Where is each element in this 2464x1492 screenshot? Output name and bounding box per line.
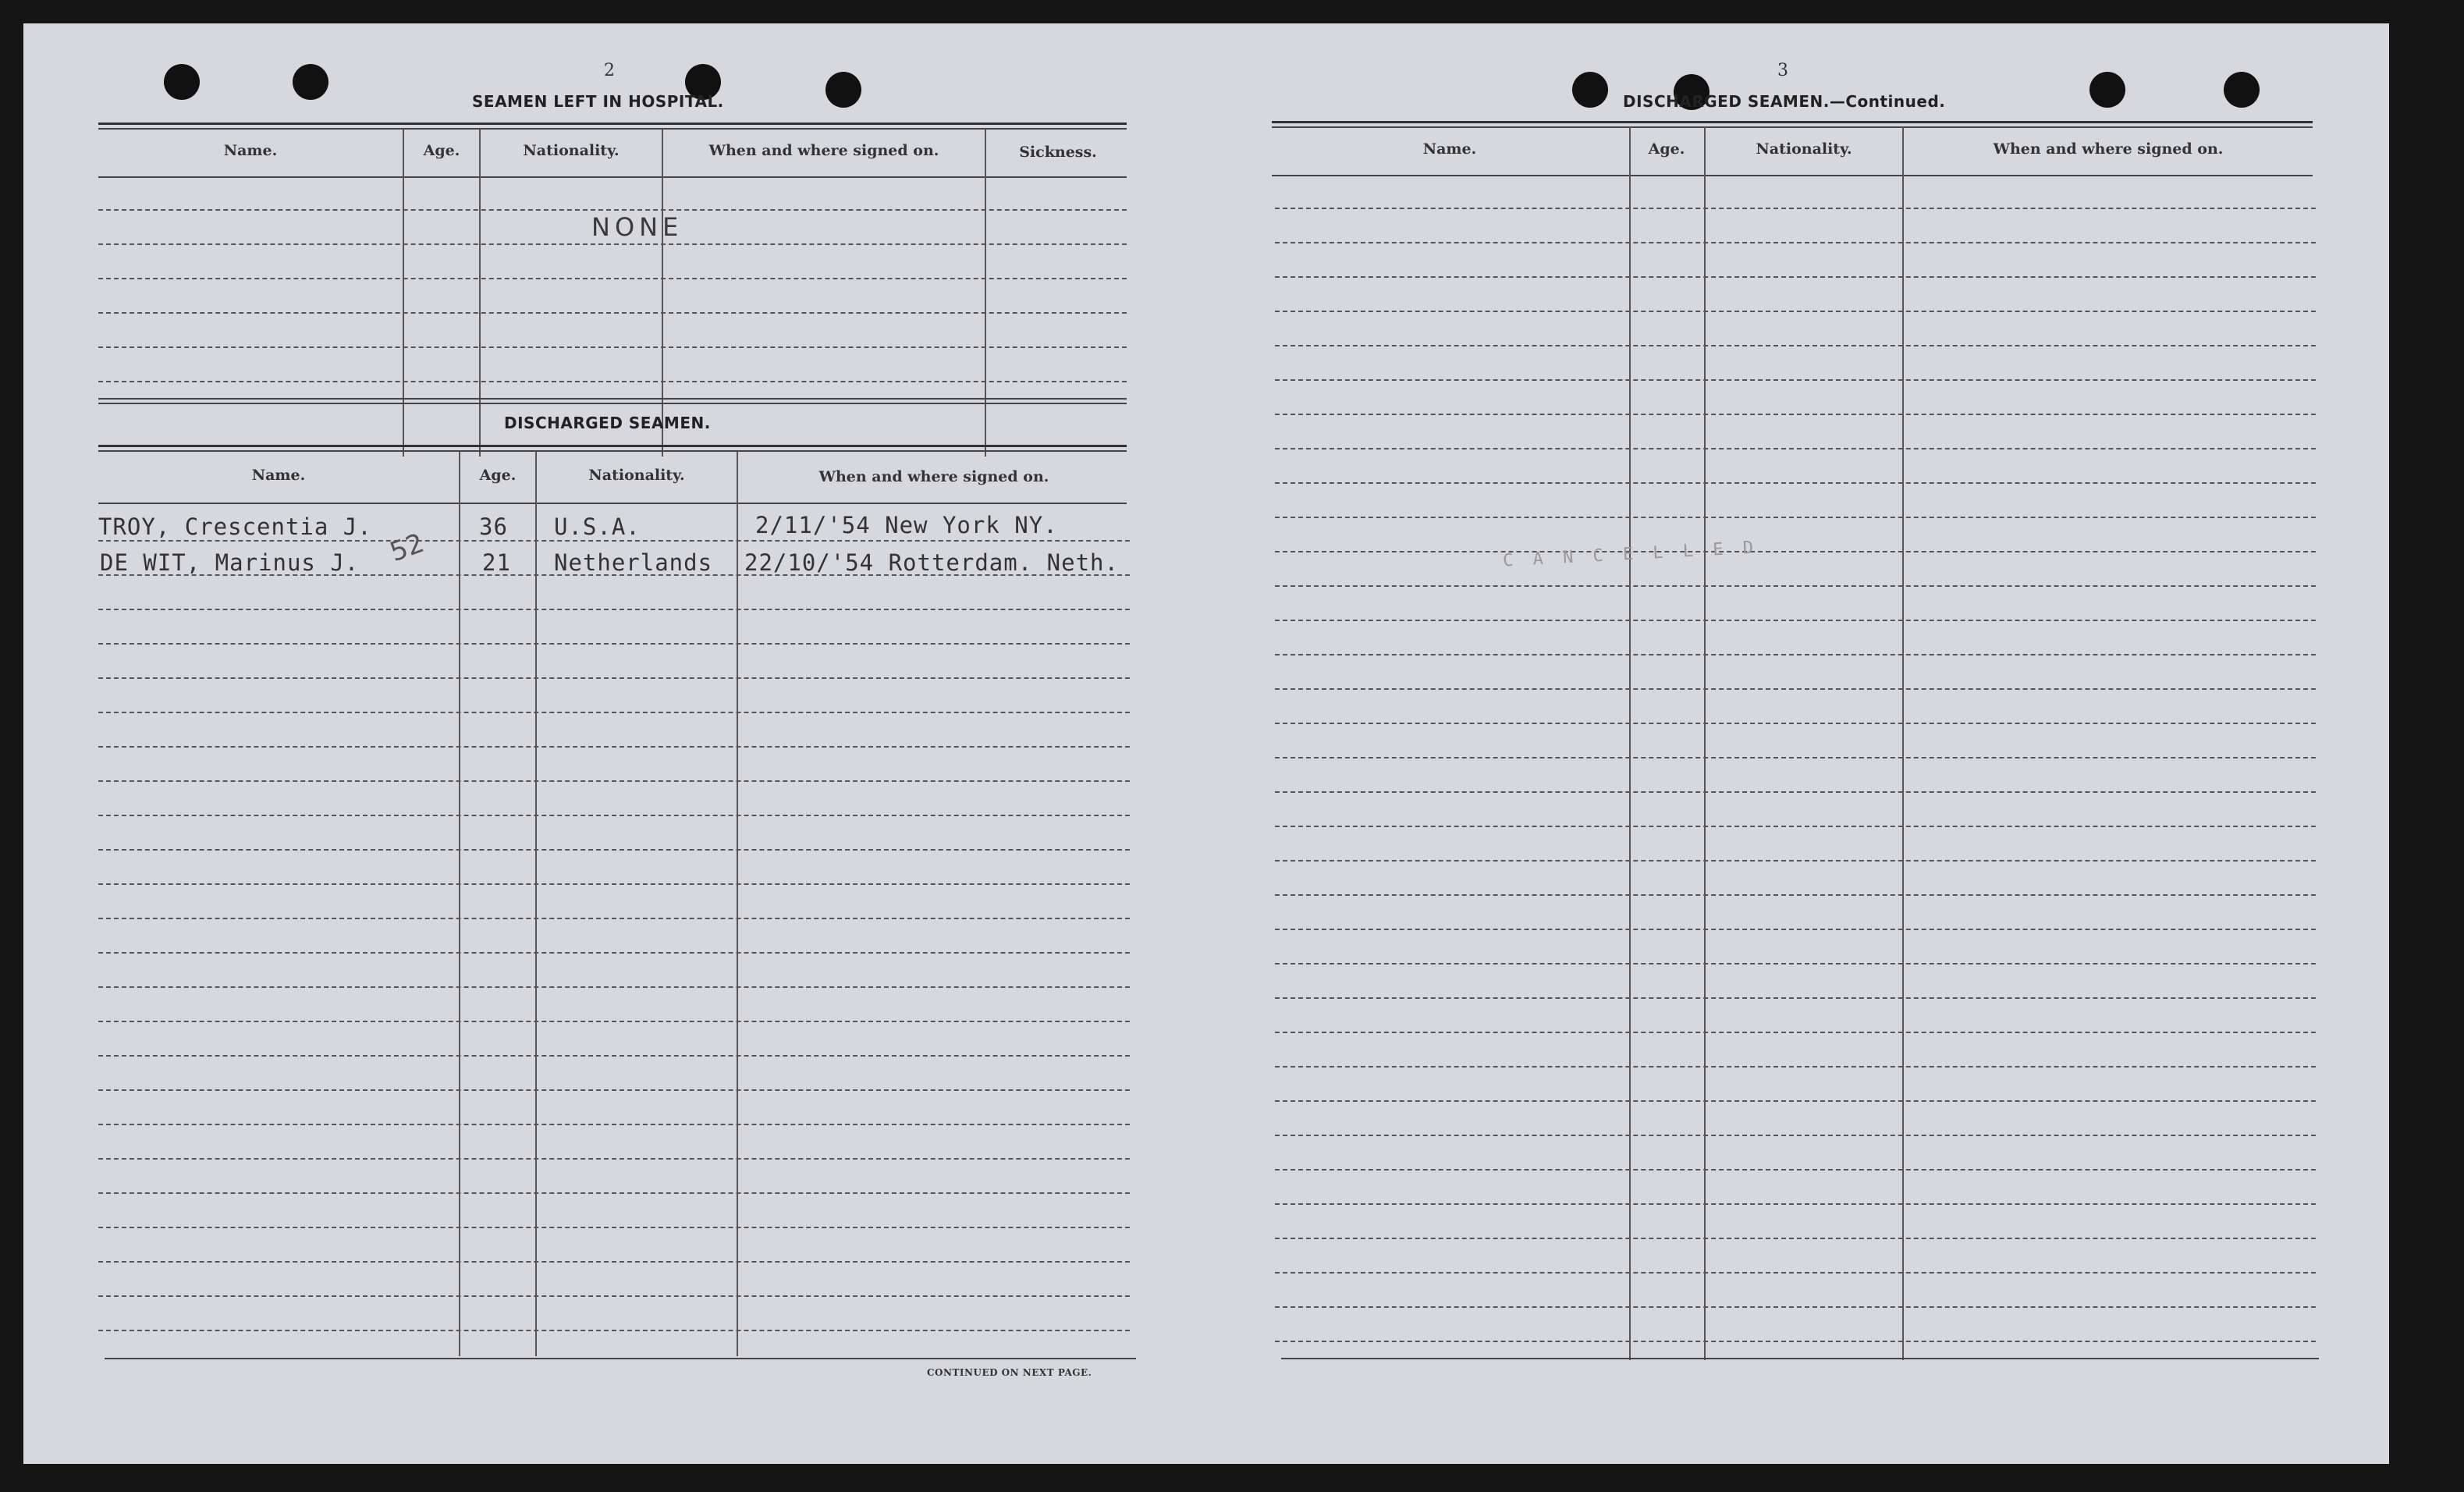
ledger-row-line [98, 1295, 1130, 1297]
hospital-bottom-rule [98, 398, 1127, 400]
ledger-row-line [1275, 276, 2316, 278]
ledger-row-line [98, 918, 1130, 919]
document-sheet [23, 23, 2389, 1464]
right-header-age: Age. [1648, 140, 1685, 158]
hospital-section-title: SEAMEN LEFT IN HOSPITAL. [472, 92, 724, 111]
ledger-row-line [1275, 1135, 2316, 1136]
hospital-header-sickness: Sickness. [1019, 144, 1097, 161]
hospital-col-divider [662, 129, 663, 456]
ledger-row-line [1275, 1066, 2316, 1067]
ledger-row-line [1275, 1032, 2316, 1033]
discharged-bottom-rule [105, 1358, 1136, 1359]
ledger-row-line [98, 677, 1130, 679]
right-header-signed-on: When and where signed on. [1993, 140, 2224, 158]
discharged-section-title: DISCHARGED SEAMEN. [504, 414, 711, 432]
discharged-age-2: 21 [482, 549, 511, 576]
ledger-row-line [98, 952, 1130, 954]
right-top-rule-inner [1272, 126, 2313, 128]
hospital-bottom-rule-inner [98, 403, 1127, 404]
ledger-row-line [1275, 688, 2316, 690]
hospital-header-signed-on: When and where signed on. [708, 142, 939, 159]
right-page-number: 3 [1777, 61, 1788, 80]
hospital-top-rule [98, 123, 1127, 125]
hospital-col-divider [403, 129, 404, 456]
punch-hole [164, 64, 200, 100]
ledger-row-line [98, 883, 1130, 885]
hospital-header-name: Name. [223, 142, 278, 159]
hospital-row-line [98, 278, 1127, 279]
ledger-row-line [1275, 963, 2316, 964]
hospital-row-line [98, 346, 1127, 348]
hospital-col-divider [985, 129, 986, 456]
discharged-col-divider [459, 451, 460, 1356]
discharged-name-2: DE WIT, Marinus J. [100, 549, 360, 576]
discharged-name-1: TROY, Crescentia J. [98, 513, 372, 540]
ledger-row-line [98, 1192, 1130, 1194]
ledger-row-line [98, 1021, 1130, 1022]
punch-hole [825, 72, 861, 108]
right-col-divider [1629, 127, 1631, 1360]
right-col-divider [1902, 127, 1904, 1360]
ledger-row-line [1275, 1169, 2316, 1171]
discharged-col-divider [737, 451, 738, 1356]
ledger-row-line [1275, 1341, 2316, 1342]
discharged-header-rule [98, 503, 1127, 504]
hospital-header-rule [98, 176, 1127, 178]
discharged-header-nationality: Nationality. [588, 467, 685, 484]
ledger-row-line [1275, 1100, 2316, 1102]
discharged-signed-on-1: 2/11/'54 New York NY. [755, 512, 1058, 538]
handwritten-margin-mark: 52 [385, 527, 428, 569]
ledger-row-line [98, 540, 1130, 542]
ledger-row-line [1275, 482, 2316, 484]
right-section-title: DISCHARGED SEAMEN.—Continued. [1623, 92, 1946, 111]
punch-hole [2224, 72, 2260, 108]
ledger-row-line [1275, 448, 2316, 449]
ledger-row-line [1275, 1272, 2316, 1274]
discharged-age-1: 36 [479, 513, 508, 540]
punch-hole [293, 64, 328, 100]
hospital-row-line [98, 243, 1127, 245]
ledger-row-line [98, 815, 1130, 816]
discharged-header-name: Name. [251, 467, 306, 484]
right-col-divider [1704, 127, 1706, 1360]
ledger-row-line [98, 986, 1130, 988]
ledger-row-line [98, 1089, 1130, 1091]
ledger-row-line [1275, 826, 2316, 827]
ledger-row-line [1275, 414, 2316, 415]
discharged-header-age: Age. [479, 467, 517, 484]
ledger-row-line [98, 1330, 1130, 1331]
ledger-row-line [1275, 929, 2316, 930]
ledger-row-line [1275, 517, 2316, 518]
hospital-col-divider [479, 129, 481, 456]
discharged-col-divider [535, 451, 537, 1356]
ledger-row-line [1275, 1238, 2316, 1239]
ledger-row-line [98, 849, 1130, 851]
hospital-row-line [98, 209, 1127, 211]
right-header-nationality: Nationality. [1756, 140, 1852, 158]
faded-stamp: C A N C E L L E D [1502, 538, 1759, 571]
ledger-row-line [98, 643, 1130, 645]
ledger-row-line [98, 1158, 1130, 1160]
ledger-row-line [1275, 1306, 2316, 1308]
ledger-row-line [98, 746, 1130, 748]
ledger-row-line [98, 780, 1130, 782]
ledger-row-line [1275, 757, 2316, 758]
ledger-row-line [1275, 585, 2316, 587]
ledger-row-line [1275, 345, 2316, 346]
ledger-row-line [1275, 242, 2316, 243]
discharged-nationality-1: U.S.A. [554, 513, 641, 540]
ledger-row-line [1275, 654, 2316, 655]
hospital-row-line [98, 381, 1127, 382]
right-header-rule [1272, 175, 2313, 176]
ledger-row-line [1275, 379, 2316, 381]
right-header-name: Name. [1422, 140, 1477, 158]
continued-footer: CONTINUED ON NEXT PAGE. [927, 1367, 1092, 1378]
ledger-row-line [98, 1055, 1130, 1057]
discharged-header-signed-on: When and where signed on. [818, 468, 1049, 485]
ledger-row-line [1275, 208, 2316, 209]
punch-hole [2089, 72, 2125, 108]
ledger-row-line [1275, 894, 2316, 896]
left-page-number: 2 [604, 61, 615, 80]
discharged-top-rule-inner [98, 450, 1127, 452]
ledger-row-line [1275, 791, 2316, 793]
ledger-row-line [1275, 997, 2316, 999]
ledger-row-line [1275, 860, 2316, 861]
ledger-row-line [98, 712, 1130, 713]
ledger-row-line [1275, 1203, 2316, 1205]
hospital-header-nationality: Nationality. [523, 142, 620, 159]
punch-hole [1572, 72, 1608, 108]
ledger-row-line [98, 1227, 1130, 1228]
ledger-row-line [1275, 311, 2316, 312]
hospital-none-entry: NONE [591, 212, 683, 242]
ledger-row-line [1275, 723, 2316, 724]
ledger-row-line [98, 1124, 1130, 1125]
ledger-row-line [98, 1261, 1130, 1263]
hospital-top-rule-inner [98, 128, 1127, 130]
ledger-row-line [98, 609, 1130, 610]
right-top-rule [1272, 121, 2313, 123]
hospital-row-line [98, 312, 1127, 314]
hospital-header-age: Age. [423, 142, 460, 159]
ledger-row-line [1275, 551, 2316, 552]
discharged-signed-on-2: 22/10/'54 Rotterdam. Neth. [744, 549, 1119, 576]
discharged-nationality-2: Netherlands [554, 549, 713, 576]
ledger-row-line [1275, 620, 2316, 621]
right-bottom-rule [1281, 1358, 2319, 1359]
discharged-top-rule [98, 445, 1127, 447]
